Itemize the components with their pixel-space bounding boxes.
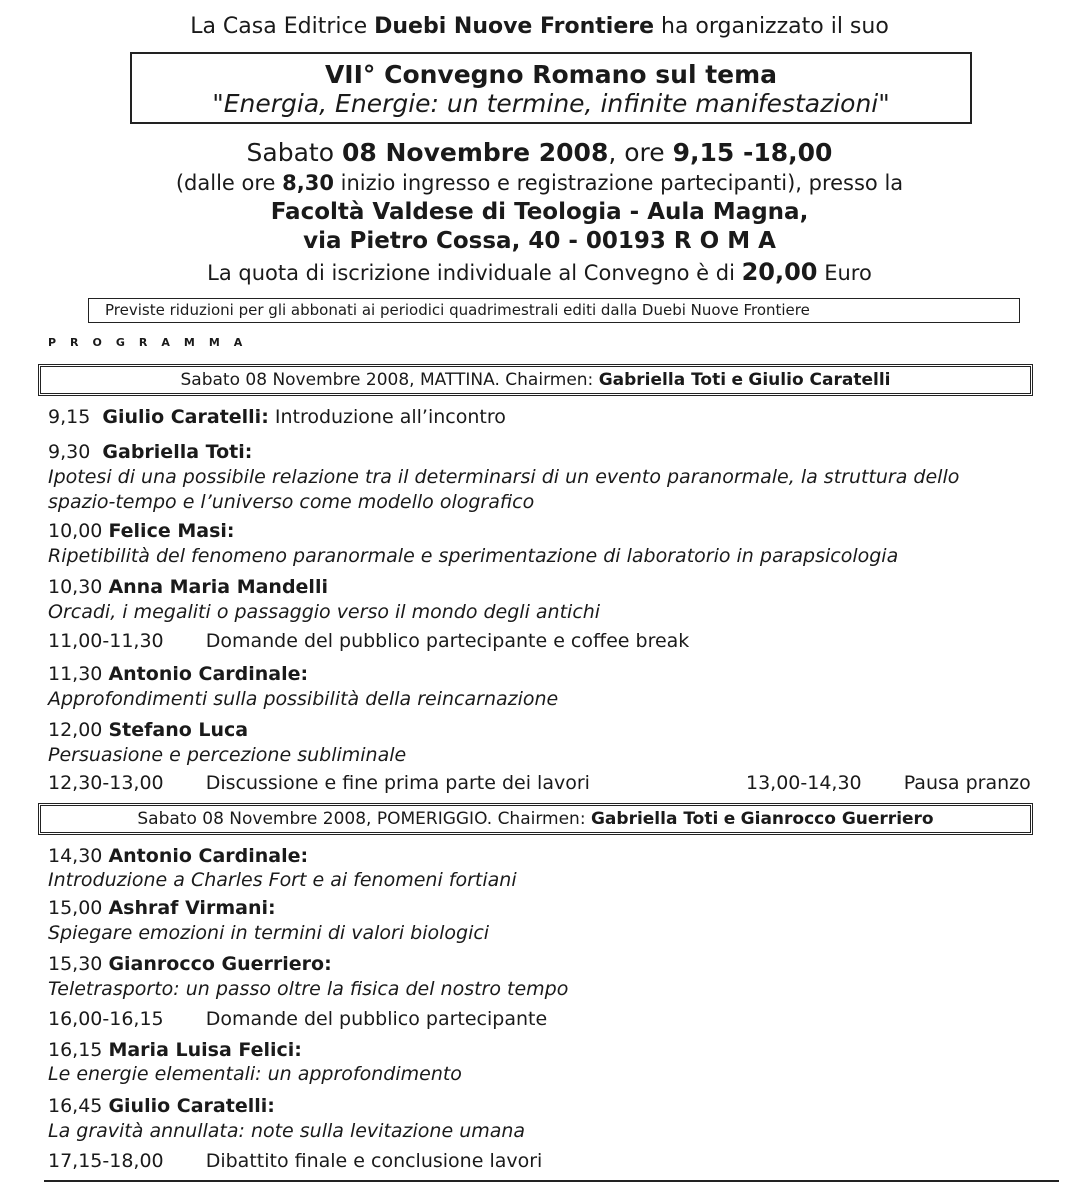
item-time: 16,00-16,15 bbox=[48, 1008, 164, 1030]
convention-title: VII° Convegno Romano sul tema bbox=[324, 60, 778, 89]
fee-line bbox=[0, 258, 1079, 286]
program-item bbox=[48, 520, 235, 542]
item-speaker: Giulio Caratelli: bbox=[108, 1095, 275, 1117]
fee-amount: 20,00 bbox=[741, 258, 818, 286]
item-time: 9,15 bbox=[48, 406, 91, 428]
item-time: 13,00-14,30 bbox=[746, 772, 862, 794]
item-time: 14,30 bbox=[48, 845, 103, 867]
program-item bbox=[48, 1039, 302, 1061]
program-item bbox=[48, 441, 252, 463]
item-time: 9,30 bbox=[48, 441, 91, 463]
morning-heading-pre: Sabato 08 Novembre 2008, MATTINA. Chairmen: bbox=[180, 370, 594, 390]
afternoon-chair-2: Gianrocco Guerriero bbox=[740, 809, 934, 829]
item-speaker: Ashraf Virmani: bbox=[108, 897, 276, 919]
item-time: 16,15 bbox=[48, 1039, 103, 1061]
discount-note: Previste riduzioni per gli abbonati ai periodici quadrimestrali editi dalla Duebi Nuove Frontiere bbox=[88, 298, 1020, 323]
item-time: 11,00-11,30 bbox=[48, 630, 164, 652]
event-time: 9,15 -18,00 bbox=[672, 138, 833, 167]
time-pre: , ore bbox=[608, 138, 665, 167]
item-text: Introduzione a Charles Fort e ai fenomeni fortiani bbox=[48, 869, 517, 891]
program-item bbox=[48, 576, 328, 598]
reg-post: inizio ingresso e registrazione partecipanti), presso la bbox=[340, 171, 904, 195]
item-text: spazio-tempo e l’universo come modello olografico bbox=[48, 491, 535, 513]
convention-theme: "Energia, Energie: un termine, infinite manifestazioni" bbox=[212, 89, 890, 118]
fee-currency: Euro bbox=[824, 261, 872, 285]
reg-time: 8,30 bbox=[282, 171, 334, 195]
afternoon-heading-pre: Sabato 08 Novembre 2008, POMERIGGIO. Chairmen: bbox=[137, 809, 586, 829]
venue-line-2: via Pietro Cossa, 40 - 00193 R O M A bbox=[303, 228, 776, 254]
bottom-divider bbox=[44, 1180, 1059, 1182]
item-text: Pausa pranzo bbox=[903, 772, 1031, 794]
program-label: PROGRAMMA bbox=[48, 336, 257, 349]
morning-chair-join: e bbox=[731, 370, 743, 390]
program-item bbox=[48, 1095, 275, 1117]
afternoon-chair-1: Gabriella Toti bbox=[590, 809, 719, 829]
item-text: Introduzione all’incontro bbox=[274, 406, 506, 428]
venue-line-1: Facoltà Valdese di Teologia - Aula Magna, bbox=[270, 199, 809, 225]
item-text: Ipotesi di una possibile relazione tra il determinarsi di un evento paranormale, la struttura dello bbox=[48, 466, 960, 488]
program-item bbox=[48, 772, 590, 794]
program-item bbox=[48, 1008, 547, 1030]
item-time: 11,30 bbox=[48, 663, 103, 685]
morning-chair-2: Giulio Caratelli bbox=[748, 370, 891, 390]
item-time: 12,00 bbox=[48, 719, 103, 741]
publisher-name: Duebi Nuove Frontiere bbox=[374, 14, 655, 39]
item-speaker: Gianrocco Guerriero: bbox=[108, 953, 332, 975]
item-text: Spiegare emozioni in termini di valori biologici bbox=[48, 922, 490, 944]
item-speaker: Antonio Cardinale: bbox=[108, 845, 309, 867]
item-speaker: Anna Maria Mandelli bbox=[108, 576, 328, 598]
program-item bbox=[48, 630, 689, 652]
program-item bbox=[48, 719, 248, 741]
item-speaker: Felice Masi: bbox=[108, 520, 235, 542]
item-speaker: Gabriella Toti: bbox=[102, 441, 253, 463]
item-text: Approfondimenti sulla possibilità della reincarnazione bbox=[48, 688, 559, 710]
item-time: 10,30 bbox=[48, 576, 103, 598]
event-date-line bbox=[0, 138, 1079, 167]
afternoon-chair-join: e bbox=[723, 809, 736, 829]
item-speaker: Maria Luisa Felici: bbox=[108, 1039, 302, 1061]
item-text: Persuasione e percezione subliminale bbox=[48, 744, 407, 766]
program-item bbox=[48, 953, 332, 975]
date-pre: Sabato bbox=[246, 138, 335, 167]
item-text: La gravità annullata: note sulla levitazione umana bbox=[48, 1120, 526, 1142]
event-date: 08 Novembre 2008 bbox=[341, 138, 609, 167]
item-text: Domande del pubblico partecipante e coffee break bbox=[205, 630, 690, 652]
reg-pre: (dalle ore bbox=[175, 171, 276, 195]
fee-pre: La quota di iscrizione individuale al Convegno è di bbox=[207, 261, 735, 285]
item-text: Domande del pubblico partecipante bbox=[205, 1008, 548, 1030]
item-time: 16,45 bbox=[48, 1095, 103, 1117]
item-text: Dibattito finale e conclusione lavori bbox=[205, 1150, 543, 1172]
intro-post: ha organizzato il suo bbox=[661, 14, 889, 39]
title-box bbox=[130, 52, 972, 124]
morning-session-heading bbox=[38, 364, 1033, 396]
item-text: Ripetibilità del fenomeno paranormale e sperimentazione di laboratorio in parapsicologia bbox=[48, 545, 899, 567]
item-text: Le energie elementali: un approfondimento bbox=[48, 1063, 462, 1085]
program-item bbox=[48, 845, 308, 867]
item-speaker: Stefano Luca bbox=[108, 719, 249, 741]
program-item bbox=[48, 897, 276, 919]
item-time: 15,00 bbox=[48, 897, 103, 919]
program-item bbox=[48, 1150, 542, 1172]
item-text: Orcadi, i megaliti o passaggio verso il mondo degli antichi bbox=[48, 601, 601, 623]
item-time: 10,00 bbox=[48, 520, 103, 542]
afternoon-session-heading bbox=[38, 803, 1033, 835]
intro-line bbox=[0, 14, 1079, 39]
item-time: 12,30-13,00 bbox=[48, 772, 164, 794]
item-speaker: Giulio Caratelli: bbox=[102, 406, 269, 428]
morning-chair-1: Gabriella Toti bbox=[598, 370, 727, 390]
program-item bbox=[48, 663, 308, 685]
lunch-item bbox=[746, 772, 1031, 794]
item-time: 15,30 bbox=[48, 953, 103, 975]
item-text: Discussione e fine prima parte dei lavori bbox=[205, 772, 590, 794]
item-text: Teletrasporto: un passo oltre la fisica del nostro tempo bbox=[48, 978, 569, 1000]
item-speaker: Antonio Cardinale: bbox=[108, 663, 309, 685]
registration-line bbox=[0, 171, 1079, 195]
intro-pre: La Casa Editrice bbox=[190, 14, 368, 39]
item-time: 17,15-18,00 bbox=[48, 1150, 164, 1172]
program-item bbox=[48, 406, 506, 428]
